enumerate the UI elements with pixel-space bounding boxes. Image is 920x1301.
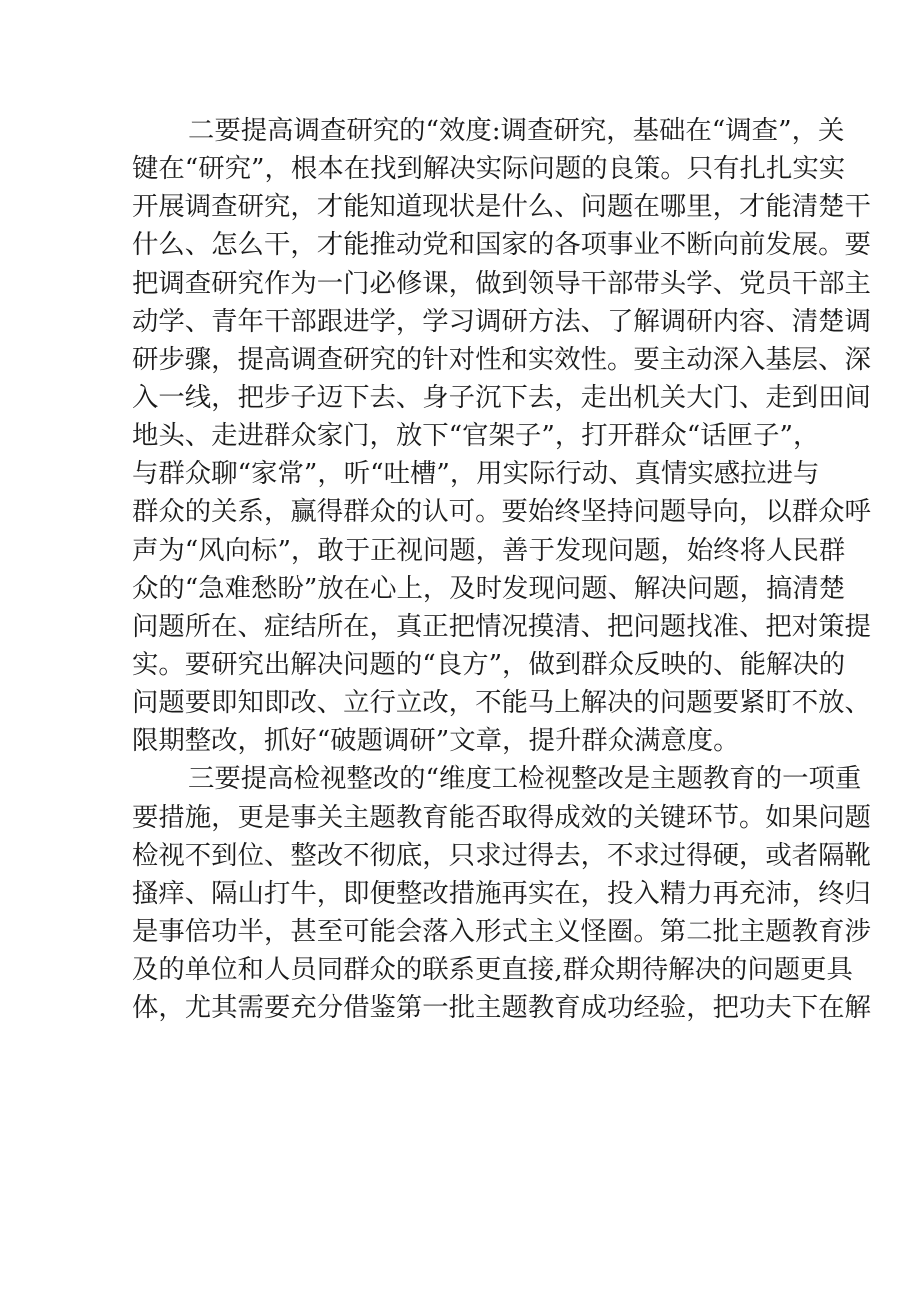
text-line: 问题要即知即改、立行立改，不能马上解决的问题要紧盯不放、 [132, 687, 871, 719]
text-line: 众的“急难愁盼”放在心上，及时发现问题、解决问题，搞清楚 [132, 572, 846, 604]
paragraph-rectification [132, 760, 871, 1027]
text-line: 研步骤，提高调查研究的针对性和实效性。要主动深入基层、深 [132, 343, 871, 375]
body-text [132, 112, 871, 1027]
text-line: 问题所在、症结所在，真正把情况摸清、把问题找准、把对策提 [132, 610, 871, 642]
text-line: 入一线，把步子迈下去、身子沉下去，走出机关大门、走到田间 [132, 381, 871, 413]
text-line: 实。要研究出解决问题的“良方”，做到群众反映的、能解决的 [132, 648, 846, 680]
text-line: 要措施，更是事关主题教育能否取得成效的关键环节。如果问题 [132, 801, 871, 833]
text-line: 检视不到位、整改不彻底，只求过得去，不求过得硬，或者隔靴 [132, 839, 871, 871]
text-line: 是事倍功半，甚至可能会落入形式主义怪圈。第二批主题教育涉 [132, 915, 871, 947]
text-line: 三要提高检视整改的“维度工检视整改是主题教育的一项重 [188, 763, 862, 795]
text-line: 体，尤其需要充分借鉴第一批主题教育成功经验，把功夫下在解 [132, 992, 871, 1024]
text-line: 把调查研究作为一门必修课，做到领导干部带头学、党员干部主 [132, 267, 871, 299]
text-line: 声为“风向标”，敢于正视问题，善于发现问题，始终将人民群 [132, 534, 846, 566]
text-line: 与群众聊“家常”，听“吐槽”，用实际行动、真情实感拉进与 [132, 458, 820, 490]
text-line: 及的单位和人员同群众的联系更直接,群众期待解决的问题更具 [132, 954, 853, 986]
text-line: 限期整改，抓好“破题调研”文章，提升群众满意度。 [132, 725, 740, 757]
text-line: 键在“研究”，根本在找到解决实际问题的良策。只有扎扎实实 [132, 153, 846, 185]
text-line: 动学、青年干部跟进学，学习调研方法、了解调研内容、清楚调 [132, 305, 871, 337]
text-line: 地头、走进群众家门，放下“官架子”，打开群众“话匣子”， [132, 420, 820, 452]
text-line: 群众的关系，赢得群众的认可。要始终坚持问题导向，以群众呼 [132, 496, 871, 528]
text-line: 二要提高调查研究的“效度:调查研究，基础在“调查”，关 [188, 115, 845, 146]
text-line: 什么、怎么干，才能推动党和国家的各项事业不断向前发展。要 [132, 229, 871, 261]
text-line: 开展调查研究，才能知道现状是什么、问题在哪里，才能清楚干 [132, 191, 871, 223]
paragraph-investigation [132, 112, 871, 760]
text-line: 搔痒、隔山打牛，即便整改措施再实在，投入精力再充沛，终归 [132, 877, 871, 909]
